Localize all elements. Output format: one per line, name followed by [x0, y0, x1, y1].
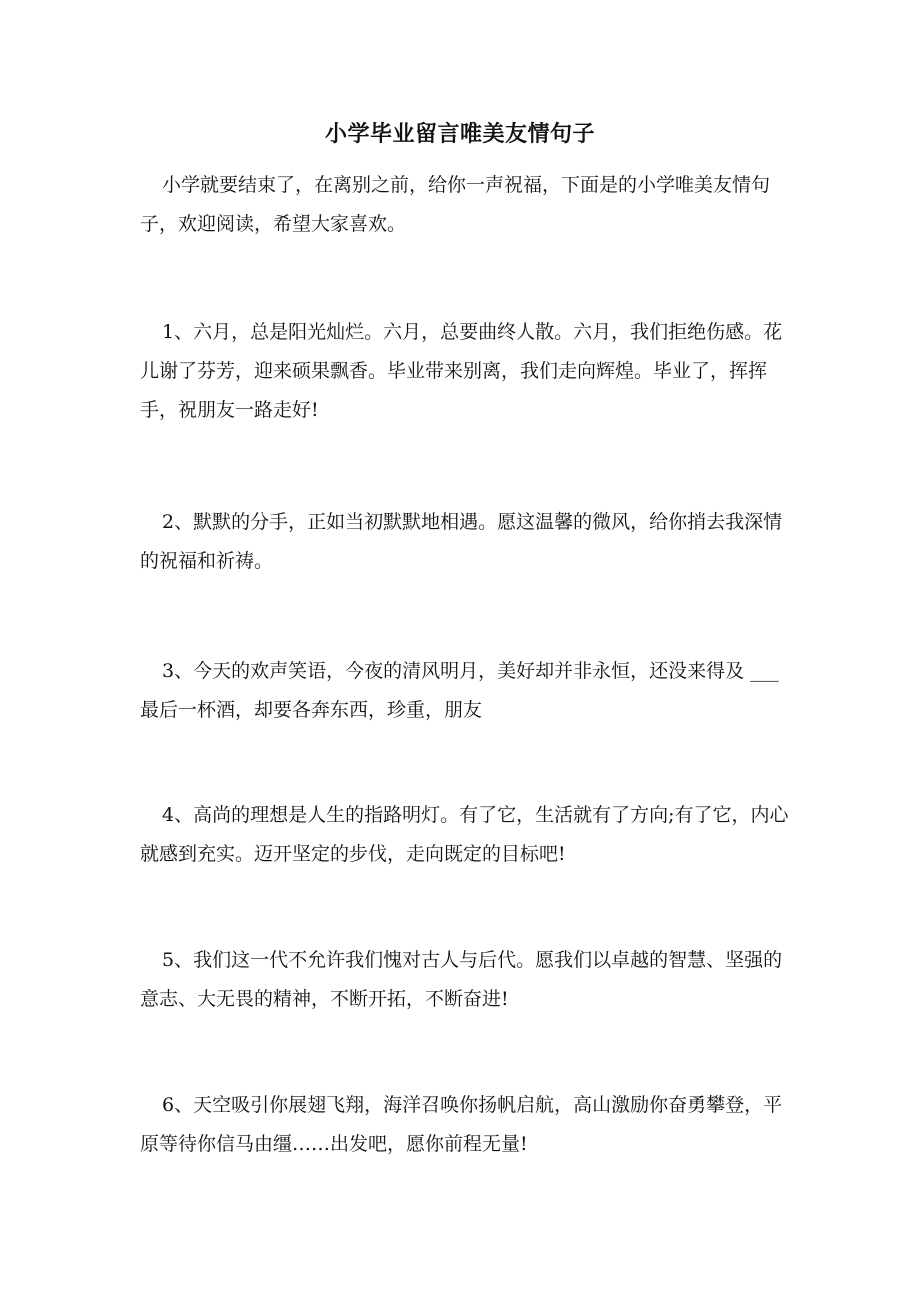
paragraph-6: 6、天空吸引你展翅飞翔，海洋召唤你扬帆启航，高山激励你奋勇攀登，平原等待你信马由缰……出发吧，愿你前程无量!	[140, 1094, 783, 1155]
paragraph-4: 4、高尚的理想是人生的指路明灯。有了它，生活就有了方向;有了它，内心就感到充实。迈开坚定的步伐，走向既定的目标吧!	[140, 804, 789, 865]
paragraph-3: 3、今天的欢声笑语，今夜的清风明月，美好却并非永恒，还没来得及 ___最后一杯酒，却要各奔东西，珍重，朋友	[140, 660, 779, 721]
paragraph-5: 5、我们这一代不允许我们愧对古人与后代。愿我们以卓越的智慧、坚强的意志、大无畏的精神，不断开拓，不断奋进!	[140, 949, 783, 1010]
paragraph-2: 2、默默的分手，正如当初默默地相遇。愿这温馨的微风，给你捎去我深情的祝福和祈祷。	[140, 511, 783, 572]
intro-paragraph: 小学就要结束了，在离别之前，给你一声祝福，下面是的小学唯美友情句子，欢迎阅读，希望大家喜欢。	[140, 174, 771, 235]
paragraph-1: 1、六月，总是阳光灿烂。六月，总要曲终人散。六月，我们拒绝伤感。花儿谢了芬芳，迎来硕果飘香。毕业带来别离，我们走向辉煌。毕业了，挥挥手，祝朋友一路走好!	[140, 321, 783, 421]
document-title: 小学毕业留言唯美友情句子	[324, 121, 595, 147]
